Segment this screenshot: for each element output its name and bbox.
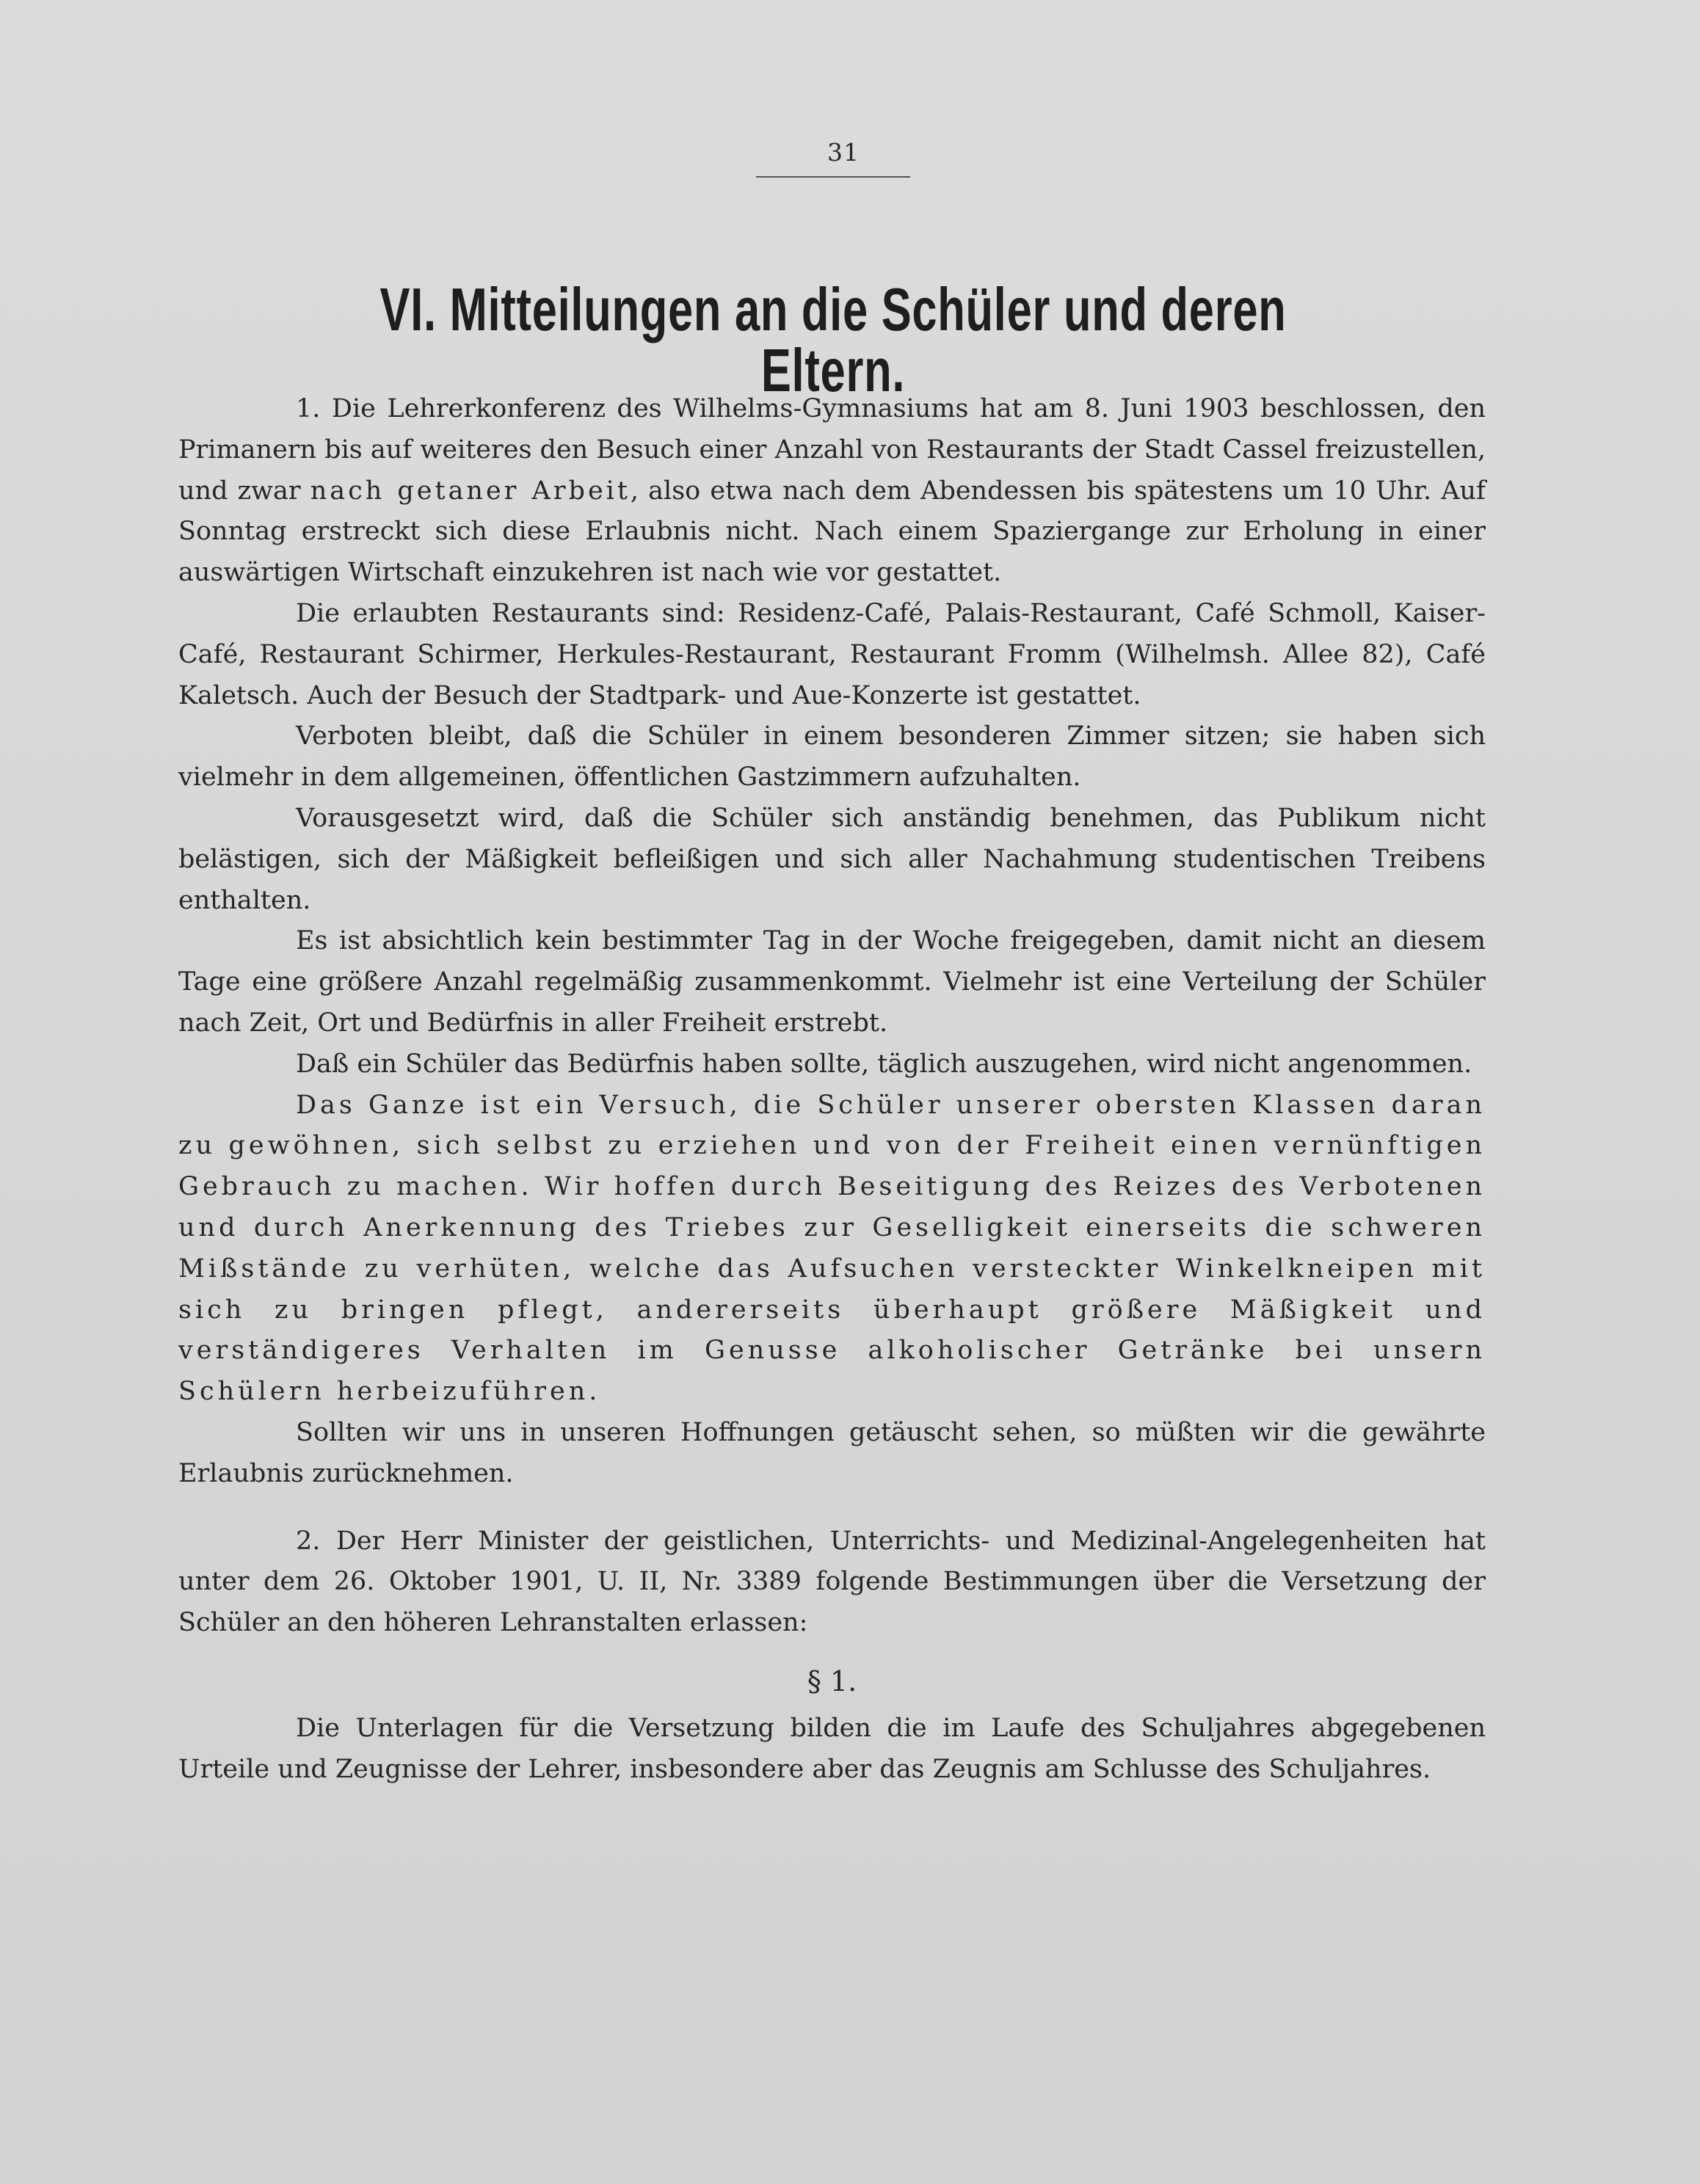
paragraph-8: Sollten wir uns in unseren Hoffnungen getäuscht sehen, so müßten wir die gewährte Erlaubnis zurücknehmen. xyxy=(178,1417,1486,1488)
paragraph-6: Daß ein Schüler das Bedürfnis haben sollte, täglich auszugehen, wird nicht angenommen. xyxy=(296,1049,1472,1079)
paragraph-3: Verboten bleibt, daß die Schüler in einem besonderen Zimmer sitzen; sie haben sich vielmehr in dem allgemeinen, öffentlichen Gastzimmern aufzuhalten. xyxy=(178,721,1486,793)
paragraph-5: Es ist absichtlich kein bestimmter Tag in der Woche freigegeben, damit nicht an diesem Tage eine größere Anzahl regelmäßig zusammenkommt. Vielmehr ist eine Verteilung der Schüler nach Zeit, Ort und Bedürfnis in aller Freiheit erstrebt. xyxy=(178,926,1486,1038)
paragraph-2: Die erlaubten Restaurants sind: Residenz-Café, Palais-Restaurant, Café Schmoll, Kaiser-Café, Restaurant Schirmer, Herkules-Restaurant, Restaurant Fromm (Wilhelmsh. Allee 82), Café Kaletsch. Auch der Besuch der Stadtpark- und Aue-Konzerte ist gestattet. xyxy=(178,598,1486,710)
section-heading: VI. Mitteilungen an die Schüler und deren Eltern. xyxy=(379,275,1287,404)
paragraph-4: Vorausgesetzt wird, daß die Schüler sich anständig benehmen, das Publikum nicht belästigen, sich der Mäßigkeit befleißigen und sich aller Nachahmung studentischen Treibens enthalten. xyxy=(178,803,1486,915)
paragraph-1 xyxy=(178,389,1486,594)
paragraph-10: Die Unterlagen für die Versetzung bilden die im Laufe des Schuljahres abgegebenen Urteile und Zeugnisse der Lehrer, insbesondere aber das Zeugnis am Schlusse des Schuljahres. xyxy=(178,1713,1486,1784)
section-sign: § 1. xyxy=(807,1664,857,1697)
page-number: 31 xyxy=(827,138,860,167)
paragraph-1-part-a: 1. Die Lehrerkonferenz des Wilhelms-Gymnasiums hat am 8. Juni 1903 beschlossen, den Primanern bis auf weiteres den Besuch einer Anzahl von Restaurants der Stadt Cassel freizustellen, und zwar xyxy=(178,394,1486,506)
paragraph-7: Das Ganze ist ein Versuch, die Schüler unserer obersten Klassen daran zu gewöhnen, sich selbst zu erziehen und von der Freiheit einen vernünftigen Gebrauch zu machen. Wir hoffen durch Beseitigung des Reizes des Verbotenen und durch Anerkennung des Triebes zur Geselligkeit einerseits die schweren Mißstände zu verhüten, welche das Aufsuchen versteckter Winkelkneipen mit sich zu bringen pflegt, andererseits überhaupt größere Mäßigkeit und verständigeres Verhalten im Genusse alkoholischer Getränke bei unsern Schülern herbeizuführen. xyxy=(178,1090,1486,1407)
paragraph-9: 2. Der Herr Minister der geistlichen, Unterrichts- und Medizinal-Angelegenheiten hat unter dem 26. Oktober 1901, U. II, Nr. 3389 folgende Bestimmungen über die Versetzung der Schüler an den höheren Lehranstalten erlassen: xyxy=(178,1526,1486,1638)
paragraph-1-emphasis: nach getaner Arbeit xyxy=(310,476,631,506)
page-number-rule xyxy=(756,176,910,178)
body-text xyxy=(178,389,1486,1790)
paragraph-1-part-b: , also etwa nach dem Abendessen bis spätestens um 10 Uhr. Auf Sonntag erstreckt sich diese Erlaubnis nicht. Nach einem Spaziergange zur Erholung in einer auswärtigen Wirtschaft einzukehren ist nach wie vor gestattet. xyxy=(178,476,1486,588)
